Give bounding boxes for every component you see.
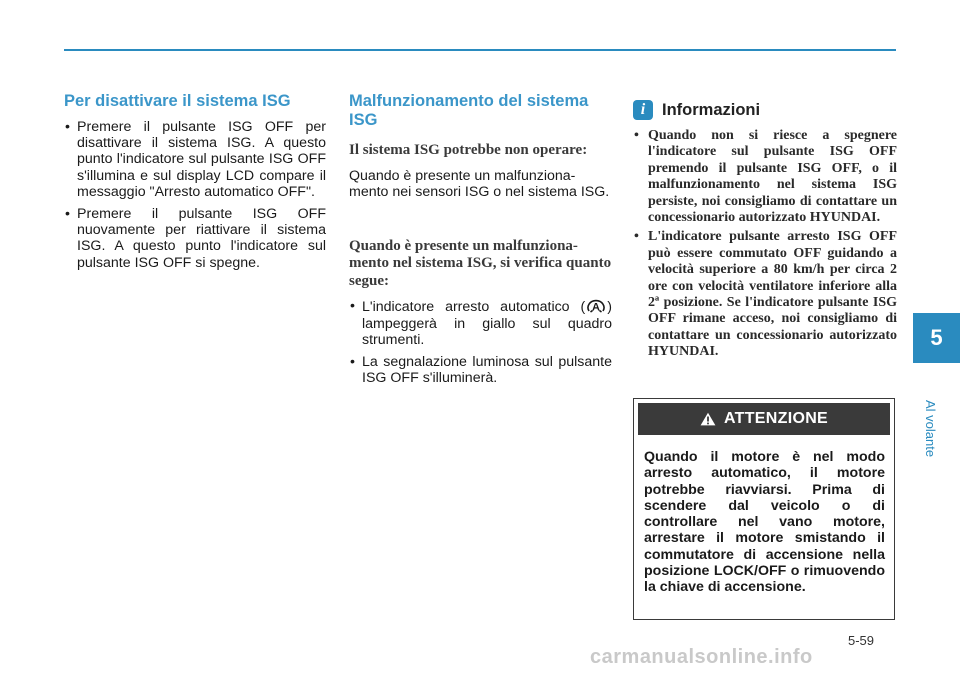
watermark: carmanualsonline.info — [590, 646, 813, 668]
info-header — [633, 100, 897, 120]
list-item: • Quando non si riesce a spegnere l'indicatore sul pulsante ISG OFF premendo il pulsante ISG OFF, o il malfunzionamento nel sistema ISG persiste, noi consigliamo di contattare un concessionario autorizzato HYUNDAI. — [633, 128, 897, 226]
bullet-list — [64, 119, 326, 271]
info-list — [633, 128, 897, 361]
chapter-label: Al volante — [923, 400, 938, 458]
info-icon: i — [633, 100, 653, 120]
list-item: • La segnalazione luminosa sul pulsante ISG OFF s'illuminerà. — [349, 354, 612, 386]
text: ) lampeggerà in giallo sul quadro strumenti. — [362, 299, 612, 348]
warning-box — [633, 398, 895, 620]
column-middle — [349, 92, 612, 392]
subheading-may-not-operate: Il sistema ISG potrebbe non operare: — [349, 142, 588, 158]
warning-header — [638, 403, 890, 435]
column-right — [633, 94, 897, 364]
subheading-malfunction-effects: Quando è presente un malfunziona-mento nel sistema ISG, si verifica quanto segue: — [349, 237, 612, 289]
warning-triangle-icon — [700, 412, 716, 426]
bullet-list — [349, 298, 612, 386]
auto-stop-indicator-icon — [585, 298, 607, 314]
list-item: • Premere il pulsante ISG OFF per disattivare il sistema ISG. A questo punto l'indicatore sul pulsante ISG OFF s'illumina e sul display LCD compare il messaggio "Arresto automatico OFF". — [64, 119, 326, 200]
svg-text:A: A — [592, 301, 601, 314]
section-heading-malfunction: Malfunzionamento del sistema ISG — [349, 92, 589, 129]
warning-text: Quando il motore è nel modo arresto automatico, il motore potrebbe riavviarsi. Prima di scendere dal veicolo o di controllare nel vano motore, arrestare il motore smistando il commutatore di accensione nella posizione LOCK/OFF o rimuovendo la chiave di accensione. — [644, 449, 885, 596]
list-item: • Premere il pulsante ISG OFF nuovamente per riattivare il sistema ISG. A questo punto l'indicatore sul pulsante ISG OFF si spegne. — [64, 206, 326, 271]
list-item: • L'indicatore pulsante arresto ISG OFF può essere commutato OFF guidando a velocità superiore a 80 km/h per circa 2 ore con velocità ventilatore inferiore alla 2ª posizione. Se l'indicatore pulsante ISG OFF rimane acceso, noi consigliamo di contattare un concessionario autorizzato HYUNDAI. — [633, 229, 897, 360]
top-rule — [64, 49, 896, 51]
list-item — [349, 298, 612, 348]
paragraph: Quando è presente un malfunziona-mento nei sensori ISG o nel sistema ISG. — [349, 167, 610, 200]
page-number: 5-59 — [848, 633, 875, 648]
info-title: Informazioni — [662, 100, 761, 119]
warning-title: ATTENZIONE — [723, 410, 829, 427]
section-heading-disable-isg: Per disattivare il sistema ISG — [64, 92, 291, 110]
column-left — [64, 92, 326, 277]
text: L'indicatore arresto automatico ( — [362, 299, 586, 316]
chapter-tab: 5 — [913, 313, 960, 363]
